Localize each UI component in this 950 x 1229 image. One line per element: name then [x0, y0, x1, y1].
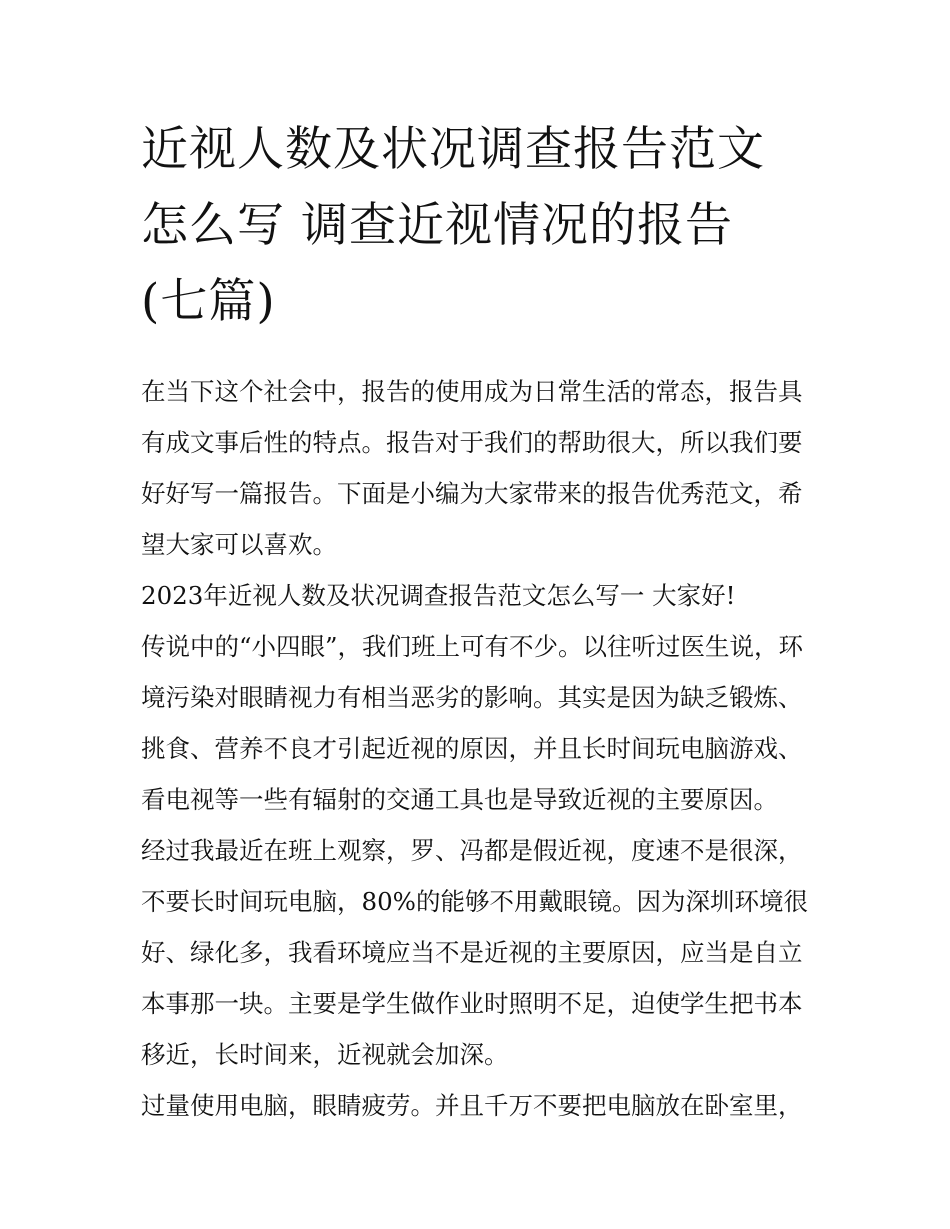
text-line: 好好写一篇报告。下面是小编为大家带来的报告优秀范文，希 — [141, 479, 803, 508]
text-line: 挑食、营养不良才引起近视的原因，并且长时间玩电脑游戏、 — [141, 734, 803, 763]
text-line: 好、绿化多，我看环境应当不是近视的主要原因，应当是自立 — [141, 938, 803, 967]
text-line: 经过我最近在班上观察，罗、冯都是假近视，度速不是很深， — [141, 836, 803, 865]
section-heading-paragraph — [141, 570, 813, 621]
text-line: 在当下这个社会中，报告的使用成为日常生活的常态，报告具 — [141, 377, 803, 406]
text-line: 2023年近视人数及状况调查报告范文怎么写一 大家好! — [141, 581, 736, 610]
text-line: 传说中的“小四眼”，我们班上可有不少。以往听过医生说，环 — [141, 632, 804, 661]
text-line: 境污染对眼睛视力有相当恶劣的影响。其实是因为缺乏锻炼、 — [141, 683, 803, 712]
document-body — [141, 366, 813, 1131]
text-line: 有成文事后性的特点。报告对于我们的帮助很大，所以我们要 — [141, 428, 803, 457]
body-paragraph — [141, 825, 813, 1080]
body-paragraph — [141, 621, 813, 825]
document-title — [141, 112, 813, 340]
document-page — [141, 112, 813, 1131]
text-line: 望大家可以喜欢。 — [141, 530, 337, 559]
text-line: 本事那一块。主要是学生做作业时照明不足，迫使学生把书本 — [141, 989, 803, 1018]
text-line: 过量使用电脑，眼睛疲劳。并且千万不要把电脑放在卧室里， — [141, 1091, 803, 1120]
title-line: 近视人数及状况调查报告范文 — [141, 122, 765, 177]
intro-paragraph — [141, 366, 813, 570]
text-line: 移近，长时间来，近视就会加深。 — [141, 1040, 509, 1069]
text-line: 不要长时间玩电脑，80%的能够不用戴眼镜。因为深圳环境很 — [141, 887, 808, 916]
title-line: 怎么写 调查近视情况的报告 — [141, 198, 733, 253]
title-line: (七篇) — [141, 274, 276, 329]
text-line: 看电视等一些有辐射的交通工具也是导致近视的主要原因。 — [141, 785, 778, 814]
body-paragraph — [141, 1080, 813, 1131]
